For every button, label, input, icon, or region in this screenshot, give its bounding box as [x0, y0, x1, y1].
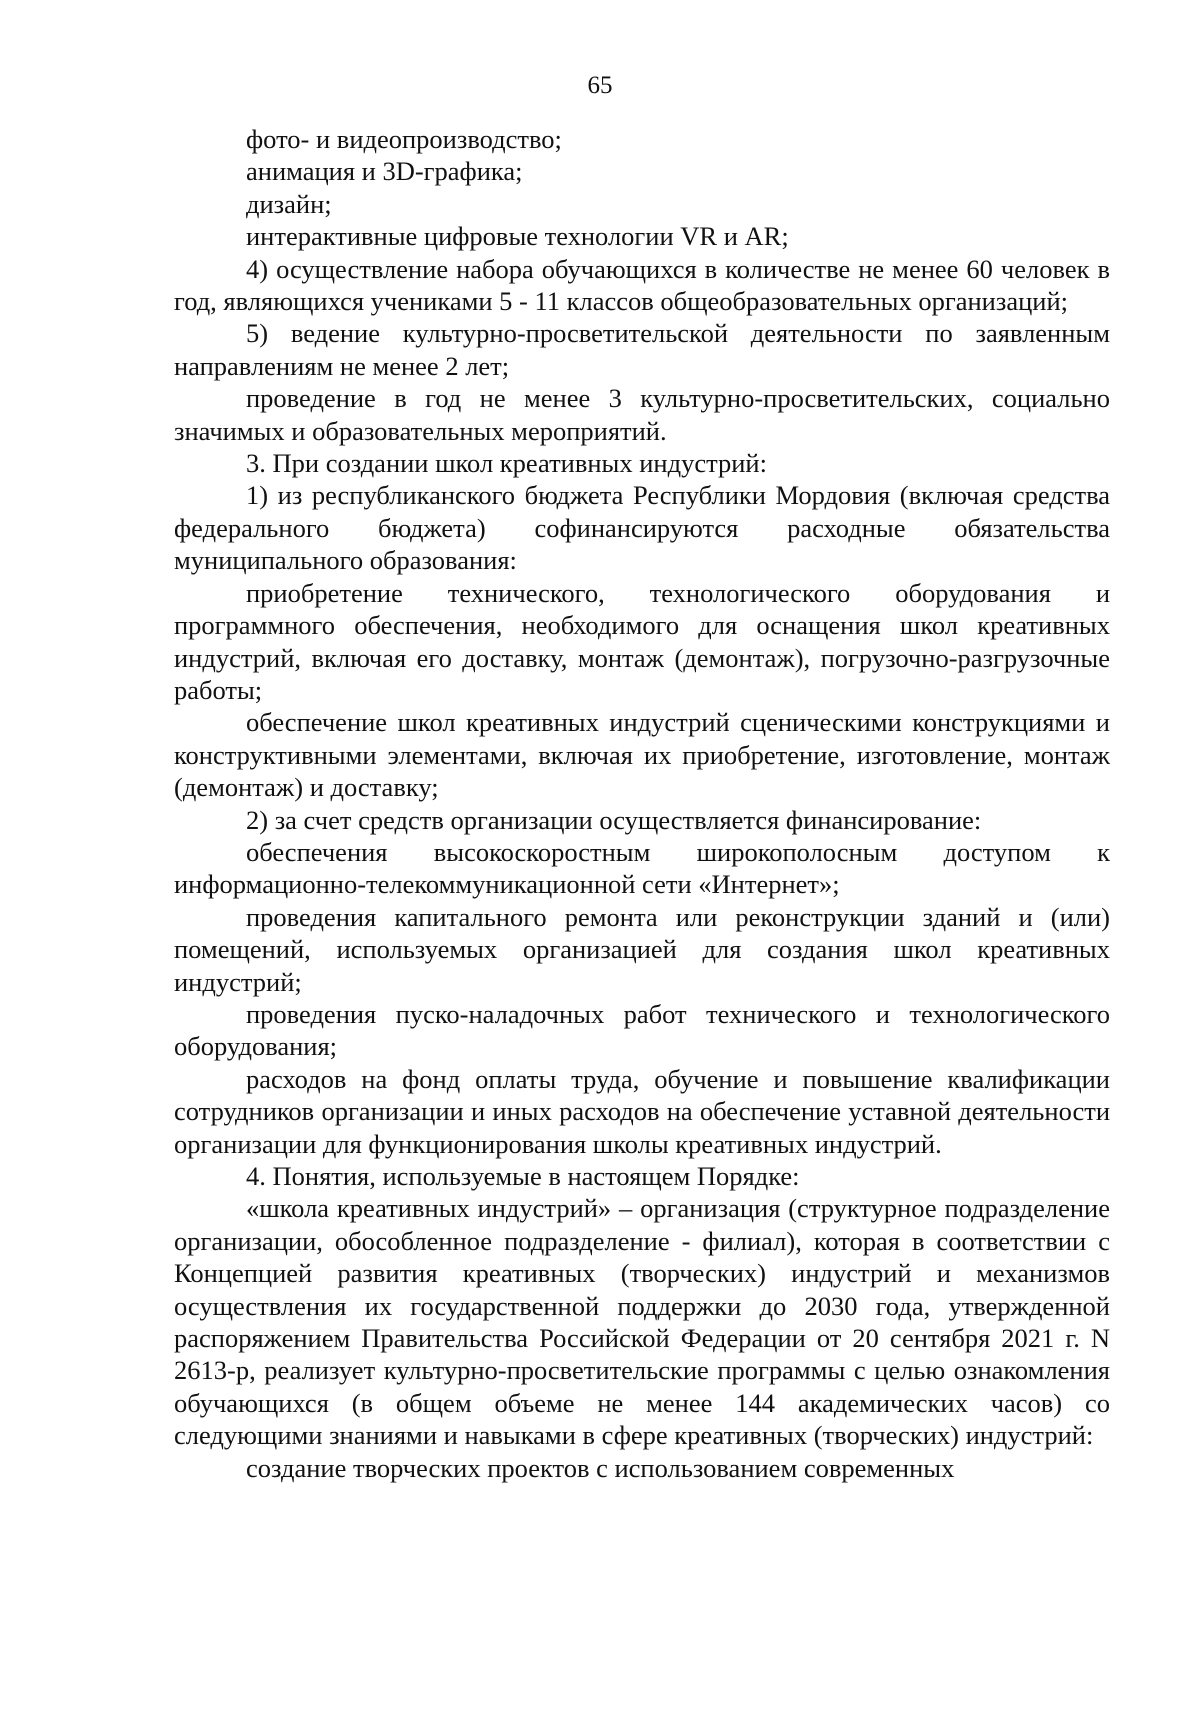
section-4-heading: 4. Понятия, используемые в настоящем Порядке:: [246, 1161, 800, 1191]
clause-4-enrollment: 4) осуществление набора обучающихся в количестве не менее 60 человек в год, являющихся учениками 5 - 11 классов общеобразовательных организаций;: [174, 253, 1110, 317]
paragraph-equipment: приобретение технического, технологического оборудования и программного обеспечения, необходимого для оснащения школ креативных индустрий, включая его доставку, монтаж (демонтаж), погрузочно-разгрузочные работы;: [174, 577, 1110, 705]
definition-creative-school: «школа креативных индустрий» – организация (структурное подразделение организации, обособленное подразделение - филиал), которая в соответствии с Концепцией развития креативных (творческих) индустрий и механизмов осуществления их государственной поддержки до 2030 года, утвержденной распоряжением Правительства Российской Федерации от 20 сентября 2021 г. N 2613-р, реализует культурно-просветительские программы с целью ознакомления обучающихся (в общем объеме не менее 144 академических часов) со следующими знаниями и навыками в сфере креативных (творческих) индустрий:: [174, 1193, 1110, 1451]
clause-5-activity: 5) ведение культурно-просветительской деятельности по заявленным направлениям не менее 2 лет;: [174, 318, 1110, 381]
list-item-design: дизайн;: [246, 188, 332, 219]
list-item-vr-ar: интерактивные цифровые технологии VR и AR;: [246, 221, 789, 252]
paragraph-payroll: расходов на фонд оплаты труда, обучение и повышение квалификации сотрудников организации и иных расходов на обеспечение уставной деятельности организации для функционирования школы креативных индустрий.: [174, 1063, 1110, 1159]
section-3-item-2: 2) за счет средств организации осуществляется финансирование:: [246, 804, 982, 835]
list-item-photo-video: фото- и видеопроизводство;: [246, 124, 562, 154]
paragraph-creative-projects: создание творческих проектов с использованием современных: [246, 1452, 955, 1483]
paragraph-stage-constructions: обеспечение школ креативных индустрий сценическими конструкциями и конструктивными элементами, включая их приобретение, изготовление, монтаж (демонтаж) и доставку;: [174, 707, 1110, 803]
section-3-heading: 3. При создании школ креативных индустрий:: [246, 448, 767, 479]
document-body: [174, 123, 1110, 1484]
list-item-animation: анимация и 3D-графика;: [246, 156, 523, 187]
paragraph-internet: обеспечения высокоскоростным широкополосным доступом к информационно-телекоммуникационной сети «Интернет»;: [174, 836, 1110, 900]
section-3-item-1: 1) из республиканского бюджета Республики Мордовия (включая средства федерального бюджета) софинансируются расходные обязательства муниципального образования:: [174, 480, 1110, 576]
page-number: 65: [587, 72, 613, 99]
paragraph-commissioning: проведения пуско-наладочных работ технического и технологического оборудования;: [174, 998, 1110, 1062]
paragraph-repair: проведения капитального ремонта или реконструкции зданий и (или) помещений, используемых организацией для создания школ креативных индустрий;: [174, 901, 1110, 997]
paragraph-events: проведение в год не менее 3 культурно-просветительских, социально значимых и образовательных мероприятий.: [174, 383, 1110, 446]
